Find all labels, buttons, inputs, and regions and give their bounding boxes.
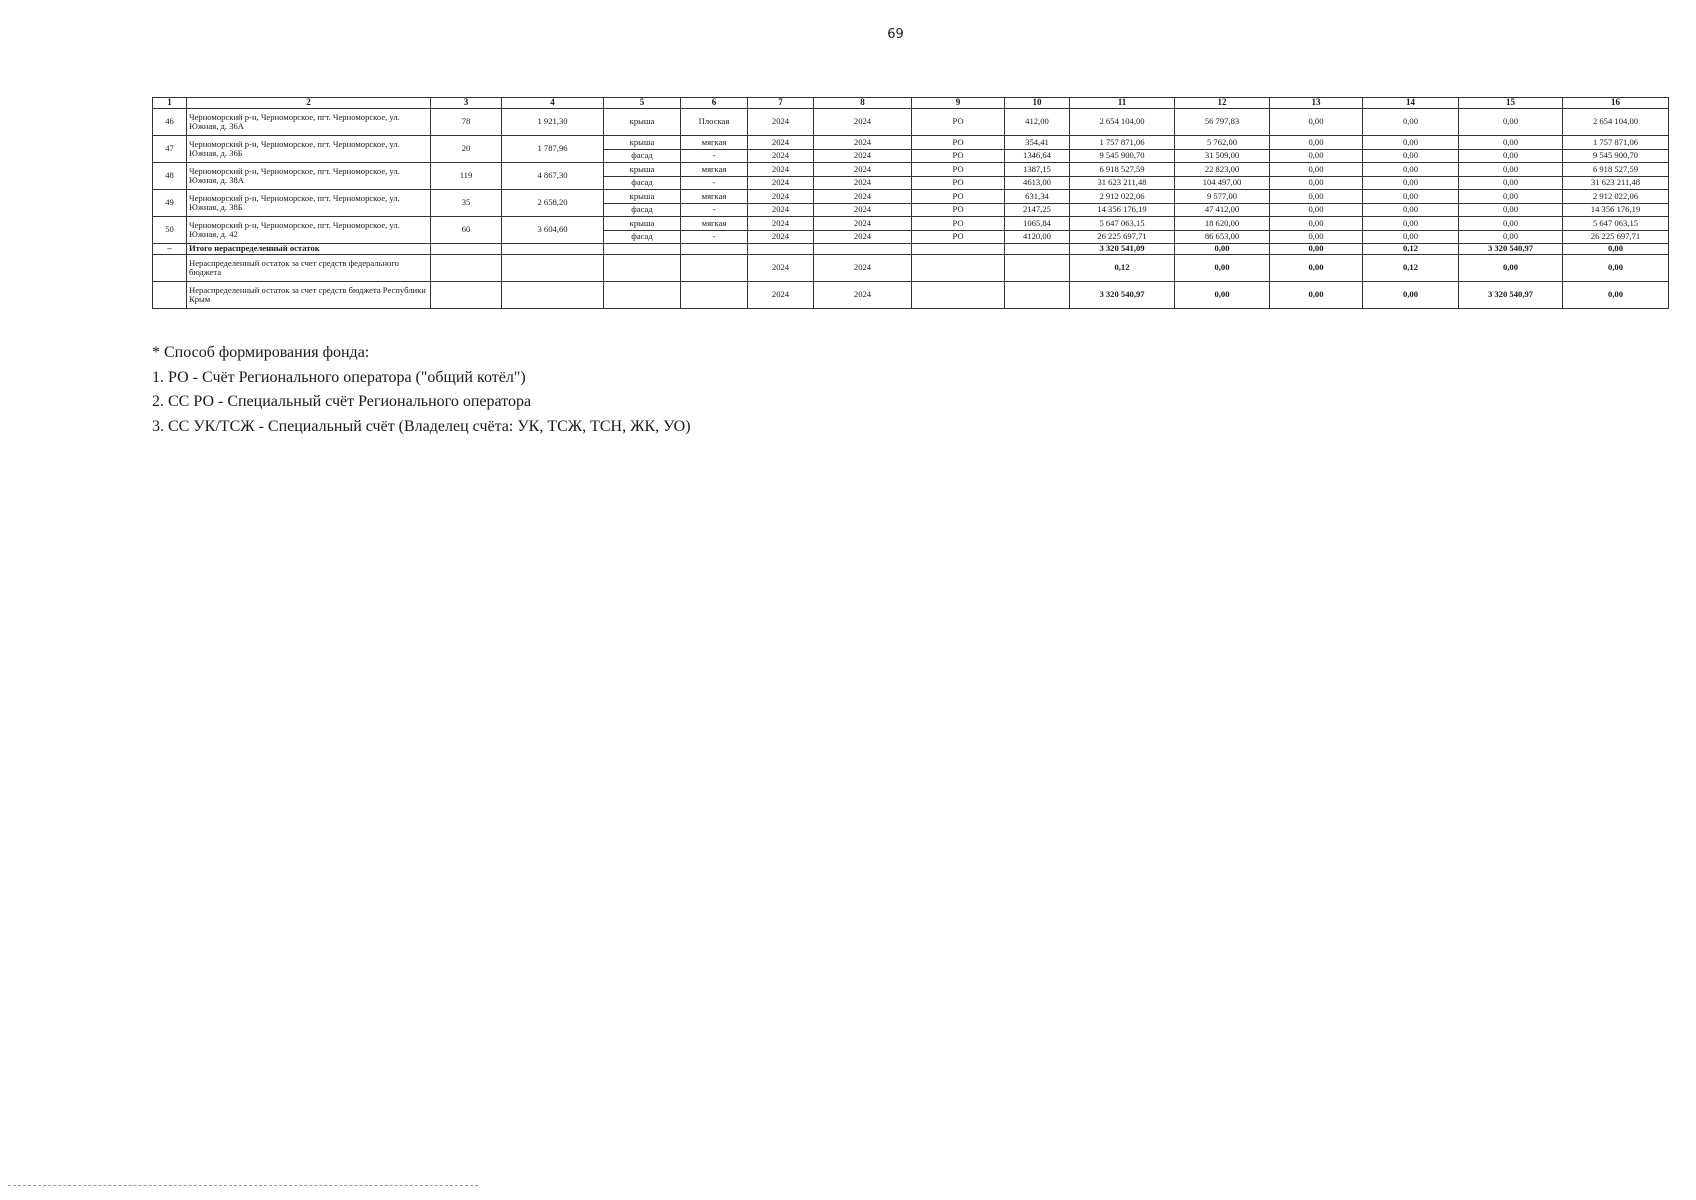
column-header-10: 10: [1005, 98, 1070, 109]
cost-per-unit: 86 653,00: [1175, 230, 1270, 244]
column-header-11: 11: [1070, 98, 1175, 109]
total-c16: 0,00: [1563, 244, 1669, 255]
roof-type: мягкая: [681, 217, 748, 231]
cost-total: 26 225 697,71: [1070, 230, 1175, 244]
address-cell: Черноморский р-н, Черноморское, пгт. Черноморское, ул. Южная, д. 36Б: [187, 136, 431, 163]
row-number: 49: [153, 190, 187, 217]
plan-year: 2024: [748, 282, 814, 309]
building-area: 1 787,96: [502, 136, 604, 163]
empty-cell: [502, 244, 604, 255]
budget-local: 0,00: [1459, 203, 1563, 217]
area-value: 1346,64: [1005, 149, 1070, 163]
table-row: [153, 163, 1669, 177]
element-type: крыша: [604, 163, 681, 177]
roof-type: -: [681, 149, 748, 163]
roof-type: мягкая: [681, 136, 748, 150]
column-header-4: 4: [502, 98, 604, 109]
empty-cell: [912, 255, 1005, 282]
column-header-13: 13: [1270, 98, 1363, 109]
cost-per-unit: 18 620,00: [1175, 217, 1270, 231]
budget-local: 0,00: [1459, 230, 1563, 244]
budget-local: 0,00: [1459, 176, 1563, 190]
remainder-c13: 0,00: [1270, 282, 1363, 309]
apartments-count: 78: [431, 109, 502, 136]
table-row: [153, 217, 1669, 231]
fund-method: РО: [912, 149, 1005, 163]
budget-federal: 0,00: [1270, 149, 1363, 163]
scan-artifact-line: [8, 1185, 478, 1186]
repair-schedule-table: [152, 97, 1669, 309]
budget-regional: 0,00: [1363, 109, 1459, 136]
plan-year: 2024: [748, 109, 814, 136]
remainder-label: Нераспределенный остаток за счет средств федерального бюджета: [187, 255, 431, 282]
column-header-16: 16: [1563, 98, 1669, 109]
fund-method: РО: [912, 176, 1005, 190]
remainder-c14: 0,12: [1363, 255, 1459, 282]
area-value: 2147,25: [1005, 203, 1070, 217]
column-header-9: 9: [912, 98, 1005, 109]
plan-year: 2024: [748, 149, 814, 163]
total-c11: 3 320 541,09: [1070, 244, 1175, 255]
remainder-c12: 0,00: [1175, 282, 1270, 309]
cost-total: 14 356 176,19: [1070, 203, 1175, 217]
owner-funds: 6 918 527,59: [1563, 163, 1669, 177]
end-year: 2024: [814, 176, 912, 190]
plan-year: 2024: [748, 163, 814, 177]
column-header-15: 15: [1459, 98, 1563, 109]
cost-per-unit: 104 497,00: [1175, 176, 1270, 190]
owner-funds: 26 225 697,71: [1563, 230, 1669, 244]
row-number: 50: [153, 217, 187, 244]
plan-year: 2024: [748, 230, 814, 244]
column-header-12: 12: [1175, 98, 1270, 109]
empty-cell: [431, 282, 502, 309]
remainder-c11: 3 320 540,97: [1070, 282, 1175, 309]
building-area: 4 867,30: [502, 163, 604, 190]
cost-per-unit: 22 823,00: [1175, 163, 1270, 177]
budget-federal: 0,00: [1270, 176, 1363, 190]
budget-local: 0,00: [1459, 149, 1563, 163]
end-year: 2024: [814, 203, 912, 217]
remainder-c16: 0,00: [1563, 255, 1669, 282]
table-body: [153, 109, 1669, 309]
apartments-count: 119: [431, 163, 502, 190]
budget-federal: 0,00: [1270, 163, 1363, 177]
table-row: [153, 136, 1669, 150]
end-year: 2024: [814, 190, 912, 204]
owner-funds: 9 545 900,70: [1563, 149, 1669, 163]
column-header-2: 2: [187, 98, 431, 109]
page-number: 69: [887, 27, 904, 42]
total-c15: 3 320 540,97: [1459, 244, 1563, 255]
empty-cell: [1005, 244, 1070, 255]
empty-cell: [604, 282, 681, 309]
empty-cell: [431, 255, 502, 282]
fund-method: РО: [912, 203, 1005, 217]
remainder-c16: 0,00: [1563, 282, 1669, 309]
table-row: [153, 109, 1669, 136]
roof-type: -: [681, 176, 748, 190]
budget-regional: 0,00: [1363, 230, 1459, 244]
address-cell: Черноморский р-н, Черноморское, пгт. Черноморское, ул. Южная, д. 38А: [187, 163, 431, 190]
element-type: крыша: [604, 109, 681, 136]
empty-cell: [1005, 282, 1070, 309]
address-cell: Черноморский р-н, Черноморское, пгт. Черноморское, ул. Южная, д. 42: [187, 217, 431, 244]
total-row: [153, 244, 1669, 255]
empty-cell: [1005, 255, 1070, 282]
fund-method: РО: [912, 136, 1005, 150]
cost-total: 1 757 871,06: [1070, 136, 1175, 150]
cost-total: 31 623 211,48: [1070, 176, 1175, 190]
cost-per-unit: 56 797,83: [1175, 109, 1270, 136]
row-number: 47: [153, 136, 187, 163]
budget-federal: 0,00: [1270, 203, 1363, 217]
empty-cell: [431, 244, 502, 255]
budget-regional: 0,00: [1363, 203, 1459, 217]
budget-regional: 0,00: [1363, 176, 1459, 190]
cost-total: 2 654 104,00: [1070, 109, 1175, 136]
building-area: 3 604,60: [502, 217, 604, 244]
note-item-2: 2. СС РО - Специальный счёт Регионального оператора: [152, 393, 532, 410]
area-value: 4613,00: [1005, 176, 1070, 190]
fund-formation-notes: [152, 341, 691, 439]
area-value: 1387,15: [1005, 163, 1070, 177]
empty-cell: [912, 244, 1005, 255]
column-header-14: 14: [1363, 98, 1459, 109]
budget-federal: 0,00: [1270, 109, 1363, 136]
plan-year: 2024: [748, 255, 814, 282]
row-number: 48: [153, 163, 187, 190]
budget-local: 0,00: [1459, 136, 1563, 150]
budget-federal: 0,00: [1270, 217, 1363, 231]
area-value: 4120,00: [1005, 230, 1070, 244]
budget-regional: 0,00: [1363, 163, 1459, 177]
fund-method: РО: [912, 190, 1005, 204]
address-cell: Черноморский р-н, Черноморское, пгт. Черноморское, ул. Южная, д. 38Б: [187, 190, 431, 217]
end-year: 2024: [814, 163, 912, 177]
remainder-label: Нераспределенный остаток за счет средств бюджета Республики Крым: [187, 282, 431, 309]
note-item-3: 3. СС УК/ТСЖ - Специальный счёт (Владелец счёта: УК, ТСЖ, ТСН, ЖК, УО): [152, 417, 691, 435]
end-year: 2024: [814, 230, 912, 244]
owner-funds: 2 654 104,00: [1563, 109, 1669, 136]
plan-year: 2024: [748, 176, 814, 190]
area-value: 1065,84: [1005, 217, 1070, 231]
row-number: 46: [153, 109, 187, 136]
apartments-count: 35: [431, 190, 502, 217]
cost-per-unit: 47 412,00: [1175, 203, 1270, 217]
owner-funds: 14 356 176,19: [1563, 203, 1669, 217]
remainder-c12: 0,00: [1175, 255, 1270, 282]
empty-cell: [502, 282, 604, 309]
budget-regional: 0,00: [1363, 217, 1459, 231]
empty-cell: [681, 244, 748, 255]
fund-method: РО: [912, 163, 1005, 177]
element-type: крыша: [604, 190, 681, 204]
element-type: крыша: [604, 217, 681, 231]
element-type: фасад: [604, 176, 681, 190]
column-header-6: 6: [681, 98, 748, 109]
budget-local: 0,00: [1459, 190, 1563, 204]
budget-remainder-row: [153, 282, 1669, 309]
table-header-row: [153, 98, 1669, 109]
address-cell: Черноморский р-н, Черноморское, пгт. Черноморское, ул. Южная, д. 36А: [187, 109, 431, 136]
remainder-c13: 0,00: [1270, 255, 1363, 282]
budget-federal: 0,00: [1270, 136, 1363, 150]
column-header-1: 1: [153, 98, 187, 109]
owner-funds: 5 647 063,15: [1563, 217, 1669, 231]
cost-total: 6 918 527,59: [1070, 163, 1175, 177]
empty-cell: [912, 282, 1005, 309]
element-type: фасад: [604, 203, 681, 217]
cost-per-unit: 5 762,00: [1175, 136, 1270, 150]
end-year: 2024: [814, 282, 912, 309]
roof-type: Плоская: [681, 109, 748, 136]
empty-cell: [748, 244, 814, 255]
budget-federal: 0,00: [1270, 190, 1363, 204]
repair-schedule-table-container: [152, 97, 1668, 309]
empty-cell: [604, 255, 681, 282]
cost-total: 9 545 900,70: [1070, 149, 1175, 163]
cost-total: 2 912 022,06: [1070, 190, 1175, 204]
roof-type: мягкая: [681, 190, 748, 204]
budget-local: 0,00: [1459, 109, 1563, 136]
total-c13: 0,00: [1270, 244, 1363, 255]
plan-year: 2024: [748, 190, 814, 204]
element-type: фасад: [604, 230, 681, 244]
cost-per-unit: 31 509,00: [1175, 149, 1270, 163]
table-row: [153, 190, 1669, 204]
empty-cell: [681, 255, 748, 282]
building-area: 2 658,20: [502, 190, 604, 217]
column-header-8: 8: [814, 98, 912, 109]
element-type: фасад: [604, 149, 681, 163]
total-c14: 0,12: [1363, 244, 1459, 255]
owner-funds: 1 757 871,06: [1563, 136, 1669, 150]
roof-type: мягкая: [681, 163, 748, 177]
note-item-1: 1. РО - Счёт Регионального оператора ("общий котёл"): [152, 368, 526, 386]
remainder-c11: 0,12: [1070, 255, 1175, 282]
remainder-c15: 0,00: [1459, 255, 1563, 282]
fund-method: РО: [912, 230, 1005, 244]
end-year: 2024: [814, 255, 912, 282]
column-header-3: 3: [431, 98, 502, 109]
owner-funds: 31 623 211,48: [1563, 176, 1669, 190]
budget-local: 0,00: [1459, 217, 1563, 231]
fund-method: РО: [912, 109, 1005, 136]
building-area: 1 921,30: [502, 109, 604, 136]
fund-method: РО: [912, 217, 1005, 231]
apartments-count: 20: [431, 136, 502, 163]
plan-year: 2024: [748, 217, 814, 231]
plan-year: 2024: [748, 203, 814, 217]
cost-total: 5 647 063,15: [1070, 217, 1175, 231]
budget-remainder-row: [153, 255, 1669, 282]
area-value: 354,41: [1005, 136, 1070, 150]
apartments-count: 60: [431, 217, 502, 244]
empty-cell: [604, 244, 681, 255]
total-label: Итого нераспределенный остаток: [187, 244, 431, 255]
budget-regional: 0,00: [1363, 190, 1459, 204]
empty-cell: [681, 282, 748, 309]
remainder-c15: 3 320 540,97: [1459, 282, 1563, 309]
owner-funds: 2 912 022,06: [1563, 190, 1669, 204]
empty-cell: [502, 255, 604, 282]
end-year: 2024: [814, 217, 912, 231]
row-number: –: [153, 244, 187, 255]
end-year: 2024: [814, 149, 912, 163]
budget-regional: 0,00: [1363, 149, 1459, 163]
column-header-5: 5: [604, 98, 681, 109]
area-value: 631,34: [1005, 190, 1070, 204]
element-type: крыша: [604, 136, 681, 150]
total-c12: 0,00: [1175, 244, 1270, 255]
empty-cell: [153, 282, 187, 309]
end-year: 2024: [814, 109, 912, 136]
notes-heading: * Способ формирования фонда:: [152, 344, 370, 361]
budget-local: 0,00: [1459, 163, 1563, 177]
area-value: 412,00: [1005, 109, 1070, 136]
end-year: 2024: [814, 136, 912, 150]
budget-federal: 0,00: [1270, 230, 1363, 244]
plan-year: 2024: [748, 136, 814, 150]
empty-cell: [153, 255, 187, 282]
roof-type: -: [681, 230, 748, 244]
remainder-c14: 0,00: [1363, 282, 1459, 309]
cost-per-unit: 9 577,00: [1175, 190, 1270, 204]
budget-regional: 0,00: [1363, 136, 1459, 150]
column-header-7: 7: [748, 98, 814, 109]
empty-cell: [814, 244, 912, 255]
roof-type: -: [681, 203, 748, 217]
